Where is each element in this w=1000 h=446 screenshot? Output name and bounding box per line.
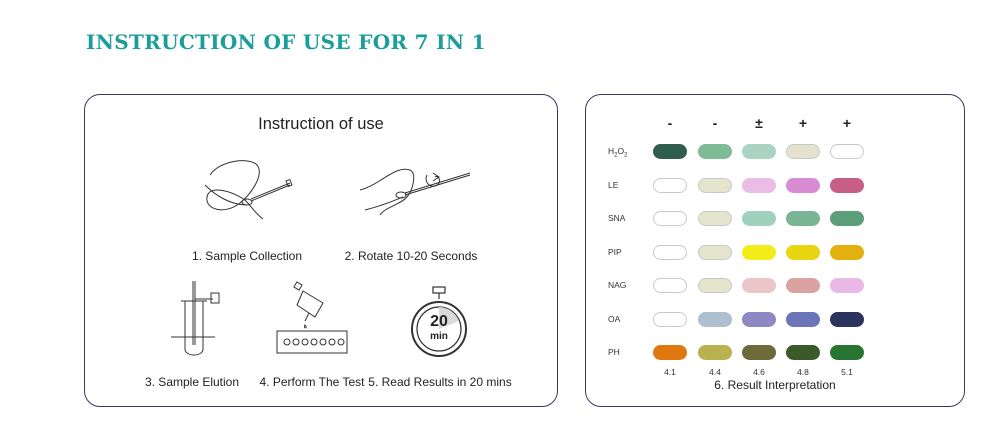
color-swatch-nag-4 xyxy=(786,278,820,293)
color-swatch-h2o2-1 xyxy=(653,144,687,159)
step-5-label: 5. Read Results in 20 mins xyxy=(368,375,512,389)
column-sign-1: - xyxy=(667,115,673,131)
color-swatch-h2o2-5 xyxy=(830,144,864,159)
color-swatch-h2o2-3 xyxy=(742,144,776,159)
step-1-label: 1. Sample Collection xyxy=(191,249,303,263)
column-sign-4: + xyxy=(798,115,808,131)
color-swatch-pip-3 xyxy=(742,245,776,260)
row-label-le: LE xyxy=(608,179,619,190)
color-swatch-h2o2-2 xyxy=(698,144,732,159)
color-swatch-pip-5 xyxy=(830,245,864,260)
color-swatch-nag-2 xyxy=(698,278,732,293)
color-swatch-pip-2 xyxy=(698,245,732,260)
color-swatch-nag-1 xyxy=(653,278,687,293)
color-swatch-oa-1 xyxy=(653,312,687,327)
ph-value-3: 4.6 xyxy=(753,367,765,377)
swab-rotate-icon xyxy=(355,155,485,225)
ph-value-2: 4.4 xyxy=(709,367,721,377)
row-label-sna: SNA xyxy=(608,213,626,223)
page-title: INSTRUCTION OF USE FOR 7 IN 1 xyxy=(86,30,486,54)
color-swatch-ph-1 xyxy=(653,345,687,360)
color-swatch-h2o2-4 xyxy=(786,144,820,159)
color-swatch-oa-3 xyxy=(742,312,776,327)
color-swatch-le-3 xyxy=(742,178,776,193)
color-swatch-le-4 xyxy=(786,178,820,193)
column-sign-3: ± xyxy=(755,115,763,131)
color-swatch-pip-1 xyxy=(653,245,687,260)
color-swatch-pip-4 xyxy=(786,245,820,260)
row-label-oa: OA xyxy=(608,313,621,324)
column-sign-5: + xyxy=(842,115,852,131)
row-label-nag: NAG xyxy=(608,280,627,290)
color-swatch-ph-3 xyxy=(742,345,776,360)
row-label-pip: PIP xyxy=(608,246,622,257)
result-caption: 6. Result Interpretation xyxy=(714,378,836,392)
color-swatch-le-1 xyxy=(653,178,687,193)
result-panel xyxy=(585,94,965,407)
color-swatch-sna-3 xyxy=(742,211,776,226)
ph-value-5: 5.1 xyxy=(841,367,853,377)
column-sign-2: - xyxy=(712,115,718,131)
dropper-test-plate-icon xyxy=(273,281,353,361)
step-3-label: 3. Sample Elution xyxy=(144,375,240,389)
color-swatch-sna-2 xyxy=(698,211,732,226)
color-swatch-oa-4 xyxy=(786,312,820,327)
swab-collection-icon xyxy=(185,155,305,225)
color-swatch-ph-5 xyxy=(830,345,864,360)
color-swatch-nag-3 xyxy=(742,278,776,293)
color-swatch-ph-4 xyxy=(786,345,820,360)
timer-unit: min xyxy=(430,331,448,342)
stopwatch-icon xyxy=(409,285,469,361)
step-4-label: 4. Perform The Test xyxy=(259,375,365,389)
instructions-heading: Instruction of use xyxy=(258,115,384,133)
color-swatch-sna-4 xyxy=(786,211,820,226)
color-swatch-sna-1 xyxy=(653,211,687,226)
row-label-h2o2: $H_2O_2$ xyxy=(608,146,628,159)
step-2-label: 2. Rotate 10-20 Seconds xyxy=(344,249,478,263)
row-label-ph: PH xyxy=(608,347,620,357)
color-swatch-le-2 xyxy=(698,178,732,193)
timer-number: 20 xyxy=(430,313,448,330)
color-swatch-oa-2 xyxy=(698,312,732,327)
sample-elution-icon xyxy=(163,279,233,359)
color-swatch-nag-5 xyxy=(830,278,864,293)
color-swatch-sna-5 xyxy=(830,211,864,226)
ph-value-4: 4.8 xyxy=(797,367,809,377)
color-swatch-oa-5 xyxy=(830,312,864,327)
ph-value-1: 4.1 xyxy=(664,367,676,377)
color-swatch-le-5 xyxy=(830,178,864,193)
color-swatch-ph-2 xyxy=(698,345,732,360)
instructions-panel xyxy=(84,94,558,407)
